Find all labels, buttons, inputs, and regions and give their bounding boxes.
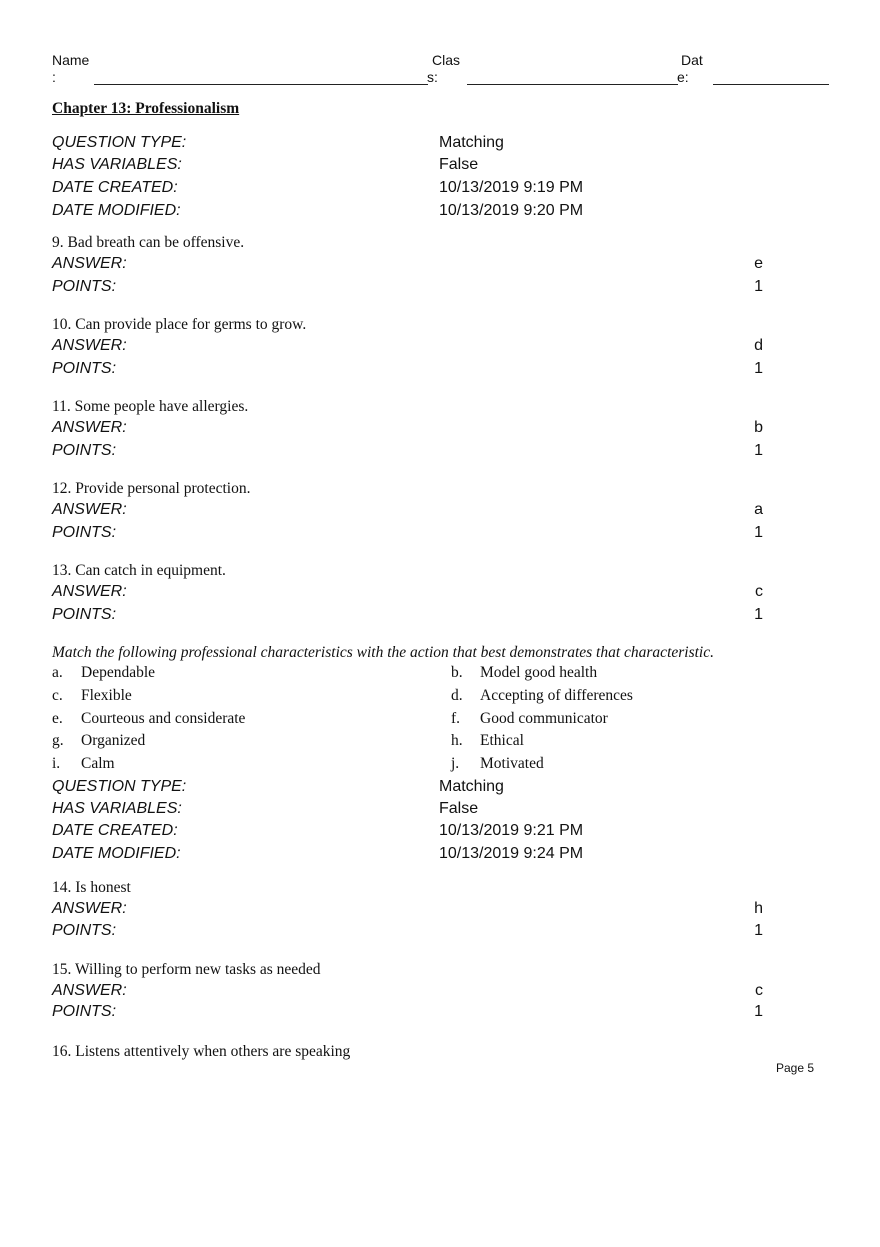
points-value: 1 xyxy=(754,922,763,939)
option-text: Good communicator xyxy=(480,710,608,727)
answer-value: c xyxy=(755,982,763,999)
question-text: 12. Provide personal protection. xyxy=(52,480,251,497)
name-colon: : xyxy=(52,69,56,85)
has-variables-value: False xyxy=(439,800,479,817)
question-text: 15. Willing to perform new tasks as needed xyxy=(52,961,321,978)
question-text: 11. Some people have allergies. xyxy=(52,398,249,415)
question-type-label: QUESTION TYPE: xyxy=(52,778,187,795)
points-label: POINTS: xyxy=(52,442,117,459)
class-colon: s: xyxy=(427,69,438,85)
answer-value: d xyxy=(754,337,763,354)
points-value: 1 xyxy=(754,442,763,459)
option-letter: b. xyxy=(451,664,463,681)
has-variables-value: False xyxy=(439,156,479,173)
points-label: POINTS: xyxy=(52,922,117,939)
answer-value: c xyxy=(755,583,763,600)
question-text: 10. Can provide place for germs to grow. xyxy=(52,316,307,333)
points-label: POINTS: xyxy=(52,606,117,623)
question-text: 14. Is honest xyxy=(52,879,131,896)
chapter-title: Chapter 13: Professionalism xyxy=(52,100,240,117)
question-type-value: Matching xyxy=(439,778,504,795)
date-created-label: DATE CREATED: xyxy=(52,822,178,839)
date-colon: e: xyxy=(677,69,689,85)
date-modified-label: DATE MODIFIED: xyxy=(52,202,181,219)
points-label: POINTS: xyxy=(52,360,117,377)
option-text: Calm xyxy=(81,755,115,772)
option-letter: h. xyxy=(451,732,463,749)
option-letter: e. xyxy=(52,710,63,727)
option-text: Ethical xyxy=(480,732,524,749)
answer-label: ANSWER: xyxy=(52,501,127,518)
name-underline xyxy=(94,84,428,85)
question-text: 13. Can catch in equipment. xyxy=(52,562,226,579)
question-text: 9. Bad breath can be offensive. xyxy=(52,234,245,251)
option-text: Flexible xyxy=(81,687,132,704)
name-label: Name xyxy=(52,52,90,68)
points-value: 1 xyxy=(754,278,763,295)
question-type-label: QUESTION TYPE: xyxy=(52,134,187,151)
answer-label: ANSWER: xyxy=(52,583,127,600)
has-variables-label: HAS VARIABLES: xyxy=(52,156,182,173)
points-value: 1 xyxy=(754,1003,763,1020)
answer-value: a xyxy=(754,501,763,518)
points-value: 1 xyxy=(754,524,763,541)
option-letter: g. xyxy=(52,732,64,749)
has-variables-label: HAS VARIABLES: xyxy=(52,800,182,817)
answer-label: ANSWER: xyxy=(52,982,127,999)
date-underline xyxy=(713,84,829,85)
option-letter: f. xyxy=(451,710,461,727)
option-text: Model good health xyxy=(480,664,598,681)
answer-value: b xyxy=(754,419,763,436)
option-text: Dependable xyxy=(81,664,156,681)
option-letter: i. xyxy=(52,755,61,772)
answer-value: e xyxy=(754,255,763,272)
points-label: POINTS: xyxy=(52,1003,117,1020)
answer-label: ANSWER: xyxy=(52,900,127,917)
option-letter: a. xyxy=(52,664,63,681)
points-value: 1 xyxy=(754,360,763,377)
option-letter: d. xyxy=(451,687,463,704)
date-modified-label: DATE MODIFIED: xyxy=(52,845,181,862)
points-label: POINTS: xyxy=(52,524,117,541)
option-text: Accepting of differences xyxy=(480,687,633,704)
date-created-label: DATE CREATED: xyxy=(52,179,178,196)
answer-value: h xyxy=(754,900,763,917)
option-letter: c. xyxy=(52,687,63,704)
class-label: Clas xyxy=(432,52,461,68)
date-modified-value: 10/13/2019 9:20 PM xyxy=(439,202,584,219)
date-created-value: 10/13/2019 9:19 PM xyxy=(439,179,584,196)
option-text: Motivated xyxy=(480,755,544,772)
question-type-value: Matching xyxy=(439,134,504,151)
points-value: 1 xyxy=(754,606,763,623)
answer-label: ANSWER: xyxy=(52,337,127,354)
date-label: Dat xyxy=(681,52,703,68)
option-letter: j. xyxy=(451,755,460,772)
points-label: POINTS: xyxy=(52,278,117,295)
class-underline xyxy=(467,84,678,85)
page-number: Page 5 xyxy=(776,1061,815,1075)
option-text: Organized xyxy=(81,732,146,749)
answer-label: ANSWER: xyxy=(52,255,127,272)
question-text: 16. Listens attentively when others are speaking xyxy=(52,1043,351,1060)
answer-label: ANSWER: xyxy=(52,419,127,436)
date-created-value: 10/13/2019 9:21 PM xyxy=(439,822,584,839)
matching-instruction: Match the following professional characteristics with the action that best demonstrates that characteristic. xyxy=(52,644,714,661)
option-text: Courteous and considerate xyxy=(81,710,246,727)
date-modified-value: 10/13/2019 9:24 PM xyxy=(439,845,584,862)
